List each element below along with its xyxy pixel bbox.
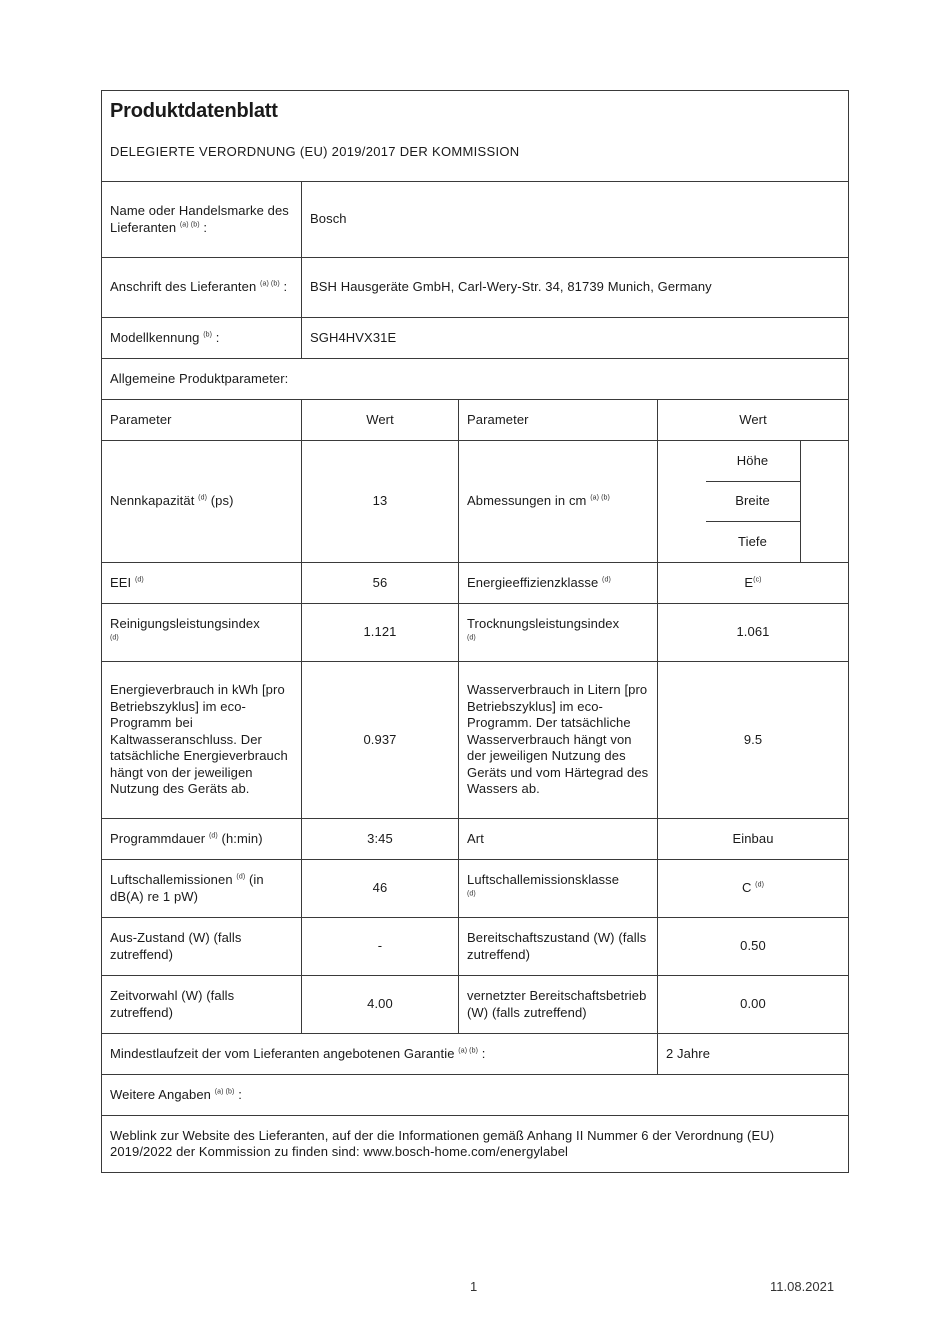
footnote-ref: (d) bbox=[134, 576, 144, 584]
warranty-row bbox=[102, 1033, 848, 1074]
model-row bbox=[102, 317, 848, 358]
supplier-name-row bbox=[102, 181, 848, 257]
label-text: Trocknungsleistungsindex bbox=[467, 616, 620, 631]
dimension-depth-row bbox=[706, 521, 801, 562]
table-row bbox=[102, 562, 848, 603]
label-suffix: (h:min) bbox=[221, 830, 263, 846]
value-noise-emissions: 46 bbox=[301, 860, 458, 917]
warranty-value: 2 Jahre bbox=[657, 1034, 848, 1074]
param-off-mode: Aus-Zustand (W) (falls zutreffend) bbox=[110, 930, 242, 962]
param-eei bbox=[102, 563, 301, 603]
table-row bbox=[102, 975, 848, 1033]
table-header-row bbox=[102, 399, 848, 440]
label-text: EEI bbox=[110, 574, 132, 590]
title-cell bbox=[102, 91, 848, 181]
header-parameter-2: Parameter bbox=[458, 400, 657, 440]
param-networked-standby: vernetzter Bereitschaftsbetrieb (W) (falls zutreffend) bbox=[458, 976, 657, 1033]
supplier-address-row bbox=[102, 257, 848, 317]
label-suffix: (in dB(A) re 1 pW) bbox=[110, 872, 264, 904]
label-text: Programmdauer bbox=[110, 830, 206, 846]
footnote-ref: (a) (b) bbox=[214, 1088, 235, 1096]
label-text: Luftschallemissionen bbox=[110, 872, 233, 887]
dimensions-subtable bbox=[657, 441, 848, 562]
label-suffix: : bbox=[238, 1086, 242, 1102]
value-type: Einbau bbox=[657, 819, 848, 859]
value-energy-class bbox=[657, 563, 848, 603]
general-params-label: Allgemeine Produktparameter: bbox=[110, 370, 289, 386]
footnote-ref: (a) (b) bbox=[260, 280, 280, 288]
label-suffix: : bbox=[215, 329, 220, 345]
footnote-ref: (b) bbox=[203, 331, 213, 339]
weblink-text: Weblink zur Website des Lieferanten, auf der die Informationen gemäß Anhang II Nummer 6 der Verordnung (EU) 2019/2022 der Kommission zu finden sind: www.bosch-home.com/energylabel bbox=[110, 1127, 775, 1159]
value-program-duration: 3:45 bbox=[301, 819, 458, 859]
value-water-consumption: 9.5 bbox=[657, 662, 848, 818]
footnote-ref: (d) bbox=[467, 890, 476, 898]
param-noise-emissions bbox=[102, 860, 301, 917]
param-drying-index bbox=[458, 604, 657, 661]
label-suffix: (ps) bbox=[210, 493, 234, 509]
document-date: 11.08.2021 bbox=[770, 1279, 835, 1294]
label-text: Abmessungen in cm bbox=[467, 493, 587, 509]
param-water-consumption: Wasserverbrauch in Litern [pro Betriebszyklus] im eco-Programm. Der tatsächliche Wasserverbrauch hängt von der jeweiligen Nutzung des Geräts und vom Härtegrad des Wassers ab. bbox=[458, 662, 657, 818]
label-text: Luftschallemissionsklasse bbox=[467, 872, 620, 887]
table-row bbox=[102, 859, 848, 917]
param-type: Art bbox=[458, 819, 657, 859]
dimension-width-label: Breite bbox=[735, 493, 770, 509]
param-dimensions bbox=[458, 441, 657, 562]
label-text: Mindestlaufzeit der vom Lieferanten angebotenen Garantie bbox=[110, 1045, 455, 1061]
value-off-mode: - bbox=[301, 918, 458, 975]
footnote-ref: (c) bbox=[753, 576, 762, 584]
value-delay-start: 4.00 bbox=[301, 976, 458, 1033]
dimension-depth-value bbox=[800, 522, 801, 562]
footnote-ref: (a) (b) bbox=[458, 1047, 479, 1055]
model-label bbox=[102, 318, 301, 358]
param-program-duration bbox=[102, 819, 301, 859]
footnote-ref: (d) bbox=[198, 494, 207, 502]
param-noise-class bbox=[458, 860, 657, 917]
dimension-height-value bbox=[800, 441, 801, 481]
value-eei: 56 bbox=[301, 563, 458, 603]
warranty-label bbox=[102, 1034, 657, 1074]
label-text: Anschrift des Lieferanten bbox=[110, 279, 257, 295]
value-text: C bbox=[741, 880, 752, 896]
footnote-ref: (d) bbox=[467, 634, 476, 642]
dimension-width-row bbox=[706, 481, 801, 522]
footnote-ref: (d) bbox=[602, 576, 611, 584]
model-value: SGH4HVX31E bbox=[301, 318, 848, 358]
value-cleaning-index: 1.121 bbox=[301, 604, 458, 661]
table-row bbox=[102, 440, 848, 562]
document-title: Produktdatenblatt bbox=[110, 100, 278, 122]
header-value-2: Wert bbox=[657, 400, 848, 440]
label-text: Weitere Angaben bbox=[110, 1086, 211, 1102]
dimension-height-row bbox=[706, 441, 801, 481]
title-row bbox=[102, 91, 848, 181]
value-energy-consumption: 0.937 bbox=[301, 662, 458, 818]
general-params-row bbox=[102, 358, 848, 399]
weblink-row bbox=[102, 1115, 848, 1172]
param-cleaning-index bbox=[102, 604, 301, 661]
label-text: Nennkapazität bbox=[110, 493, 195, 509]
product-datasheet-table bbox=[101, 90, 849, 1173]
document-subtitle: DELEGIERTE VERORDNUNG (EU) 2019/2017 DER KOMMISSION bbox=[110, 143, 520, 159]
supplier-address-label bbox=[102, 258, 301, 317]
page-number: 1 bbox=[470, 1279, 478, 1294]
value-text: E bbox=[744, 574, 754, 590]
header-value-1: Wert bbox=[301, 400, 458, 440]
value-networked-standby: 0.00 bbox=[657, 976, 848, 1033]
footnote-ref: (a) (b) bbox=[179, 221, 200, 229]
footnote-ref: (d) bbox=[236, 873, 246, 881]
param-standby-mode: Bereitschaftszustand (W) (falls zutreffend) bbox=[458, 918, 657, 975]
value-standby-mode: 0.50 bbox=[657, 918, 848, 975]
supplier-name-label bbox=[102, 182, 301, 257]
header-parameter-1: Parameter bbox=[110, 411, 172, 427]
additional-info-row bbox=[102, 1074, 848, 1115]
dimension-depth-label: Tiefe bbox=[738, 533, 767, 549]
table-row bbox=[102, 661, 848, 818]
footnote-ref: (d) bbox=[110, 634, 119, 642]
footnote-ref: (a) (b) bbox=[590, 494, 610, 502]
param-rated-capacity bbox=[102, 441, 301, 562]
additional-info-label bbox=[102, 1075, 848, 1115]
value-noise-class bbox=[657, 860, 848, 917]
table-row bbox=[102, 603, 848, 661]
dimension-width-value bbox=[800, 482, 801, 522]
param-energy-consumption: Energieverbrauch in kWh [pro Betriebszyklus] im eco-Programm bei Kaltwasseranschluss. Der tatsächliche Energieverbrauch hängt von der jeweiligen Nutzung des Geräts ab. bbox=[110, 682, 288, 797]
label-suffix: : bbox=[203, 219, 208, 235]
supplier-name-value: Bosch bbox=[301, 182, 848, 257]
label-text: Name oder Handelsmarke des Lieferanten bbox=[110, 203, 289, 235]
label-text: Reinigungsleistungsindex bbox=[110, 616, 260, 631]
param-delay-start: Zeitvorwahl (W) (falls zutreffend) bbox=[110, 988, 235, 1020]
supplier-address-value: BSH Hausgeräte GmbH, Carl-Wery-Str. 34, 81739 Munich, Germany bbox=[301, 258, 848, 317]
footnote-ref: (d) bbox=[755, 881, 765, 889]
dimension-height-label: Höhe bbox=[736, 452, 769, 468]
footnote-ref: (d) bbox=[208, 832, 218, 840]
table-row bbox=[102, 917, 848, 975]
param-energy-class bbox=[458, 563, 657, 603]
label-text: Modellkennung bbox=[110, 329, 200, 345]
table-row bbox=[102, 818, 848, 859]
label-suffix: : bbox=[481, 1045, 486, 1061]
label-suffix: : bbox=[283, 279, 288, 295]
value-drying-index: 1.061 bbox=[657, 604, 848, 661]
value-rated-capacity: 13 bbox=[301, 441, 458, 562]
label-text: Energieeffizienzklasse bbox=[467, 574, 599, 590]
